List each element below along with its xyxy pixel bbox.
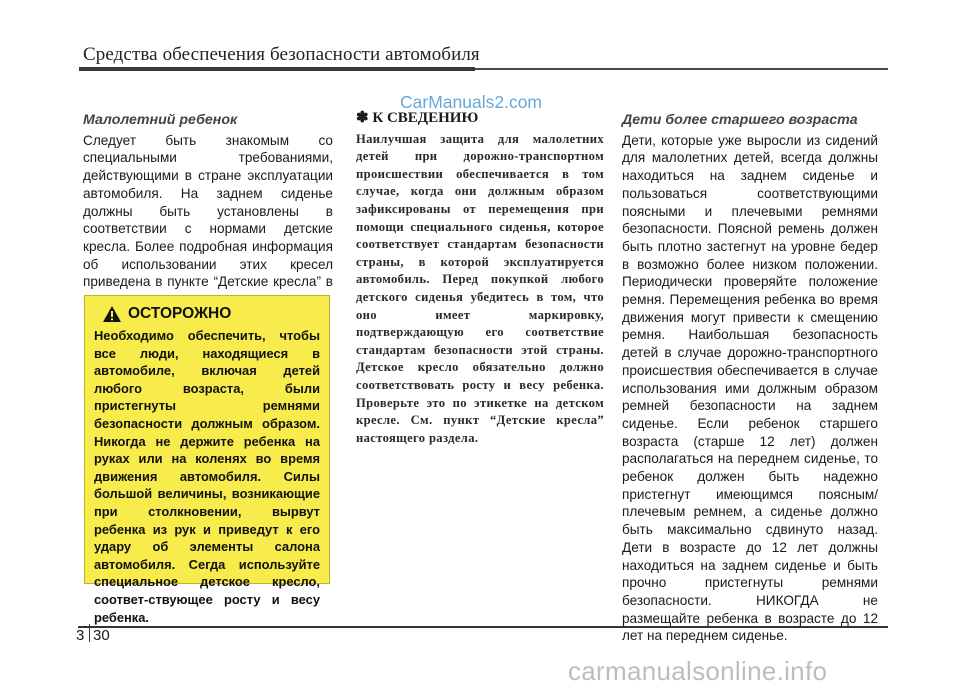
warning-box xyxy=(84,295,330,625)
subhead-infant: Малолетний ребенок xyxy=(83,112,238,128)
warning-header xyxy=(102,303,320,325)
warning-triangle-icon xyxy=(102,305,122,323)
warning-title: ОСТОРОЖНО xyxy=(128,305,232,322)
watermark-top: CarManuals2.com xyxy=(400,92,542,112)
page-section-number: 3 xyxy=(76,627,85,644)
page-number-divider xyxy=(89,624,90,642)
footer-rule xyxy=(78,626,888,628)
header-rule-thick xyxy=(79,67,475,71)
column-middle xyxy=(356,110,604,447)
page-number: 30 xyxy=(93,627,110,644)
note-heading: ✽ К СВЕДЕНИЮ xyxy=(356,110,479,126)
warning-text: Необходимо обеспечить, чтобы все люди, находящиеся в автомобиле, включая детей любого возраста, были пристегнуты ремнями безопасности должным образом. Никогда не держите ребенка на руках или на коленях во время движения автомобиля. Силы большой величины, возникающие при столкновении, вырвут ребенка из рук и приведут к его удару об элементы салона автомобиля. Сегда используйте специальное детское кресло, соответ-ствующее росту и весу ребенка. xyxy=(94,328,320,625)
watermark-bottom: carmanualsonline.info xyxy=(568,656,828,686)
subhead-older-children: Дети более старшего возраста xyxy=(622,112,858,128)
column-right xyxy=(622,112,878,645)
paragraph-older-children: Дети, которые уже выросли из сидений для малолетних детей, всегда должны находиться на заднем сиденье и пользоваться соответствующими поясными и плечевыми ремнями безопасности. Поясной ремень должен быть плотно застегнут на уровне бедер в возможно более низком положении. Периодически проверяйте положение ремня. Перемещения ребенка во время движения могут привести к смещению ремня. Наибольшая безопасность детей в случае дорожно-транспортного происшествия обеспечивается в случае использования ими должным образом ремней безопасности на заднем сиденье. Если ребенок старшего возраста (старше 12 лет) должен располагаться на переднем сиденье, то ребенок должен быть надежно пристегнут имеющимся поясным/плечевым ремнем, а сиденье должно быть максимально сдвинуто назад. Дети в возрасте до 12 лет должны находиться на заднем сиденье и быть прочно пристегнуты ремнями безопасности. НИКОГДА не размещайте ребенка в возрасте до 12 лет на переднем сиденье. xyxy=(622,132,878,644)
page-header-title: Средства обеспечения безопасности автомобиля xyxy=(83,44,480,65)
column-left xyxy=(83,112,333,309)
note-body: Наилучшая защита для малолетних детей при дорожно-транспортном происшествии обеспечивается в том случае, когда они должным образом зафиксированы от перемещения при помощи специального сиденья, которое соответствует стандартам безопасности страны, в которой эксплуатируется автомобиль. Перед покупкой любого детского сиденья убедитесь в том, что оно имеет маркировку, подтверждающую его соответствие стандартам безопасности этой страны. Детское кресло обязательно должно соответствовать росту и весу ребенка. Проверьте это по этикетке на детском кресле. См. пункт “Детские кресла” настоящего раздела. xyxy=(356,131,604,445)
paragraph-infant: Следует быть знакомым со специальными требованиями, действующими в стране эксплуатации автомобиля. На заднем сиденье должны быть установлены в соответствии с нормами детские кресла. Более подробная информация об использовании этих кресел приведена в пункте “Детские кресла” в xyxy=(83,132,333,290)
header-rule-thin xyxy=(475,68,888,70)
